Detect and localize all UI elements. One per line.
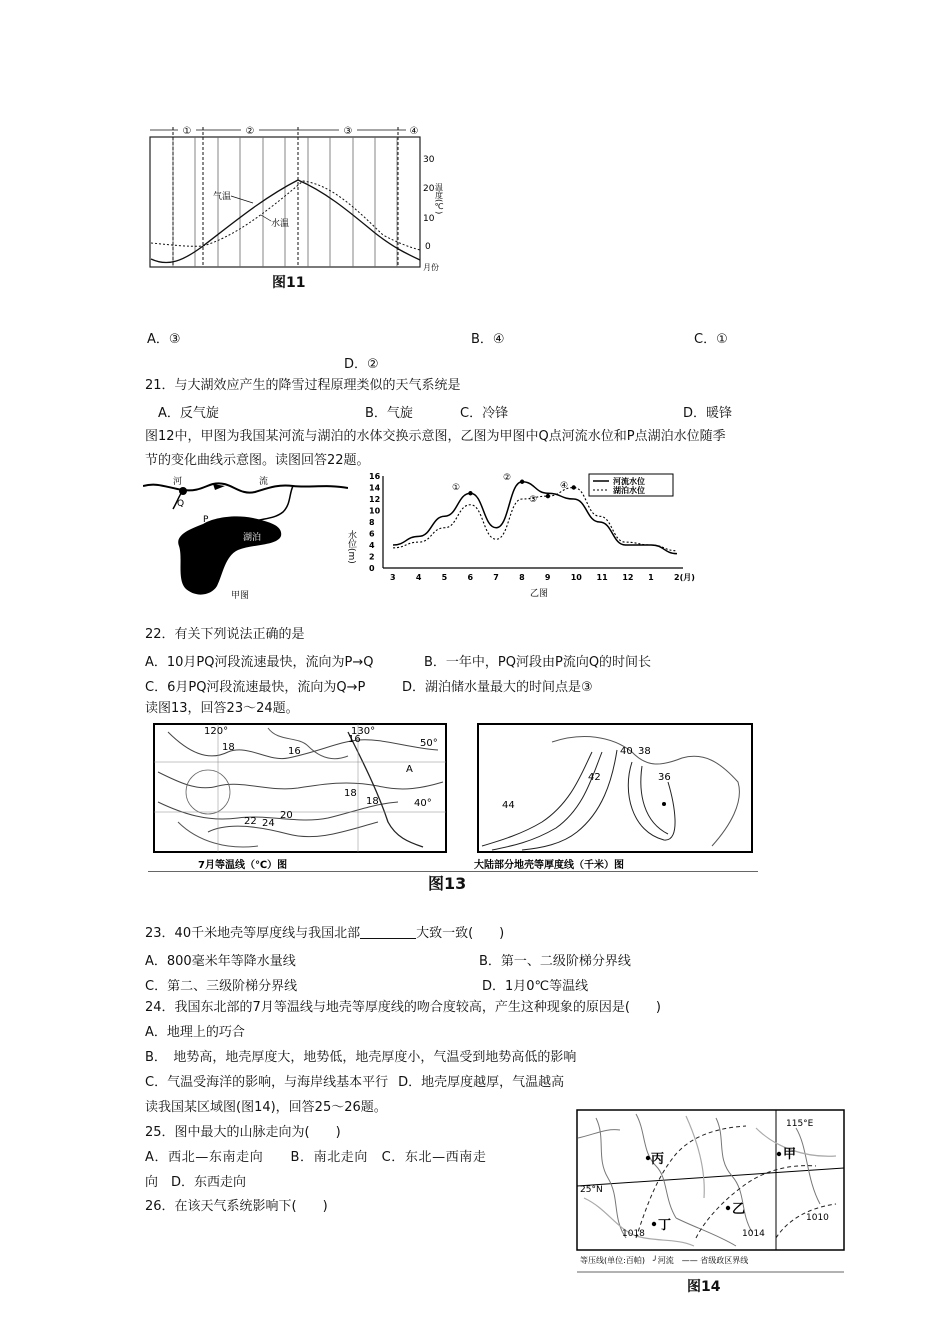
fig12-xtick: 9 <box>544 573 551 582</box>
fig12-map-river1: 河 <box>173 477 183 487</box>
intro25: 读我国某区域图(图14)，回答25～26题。 <box>145 1100 387 1115</box>
fig12-legend-river: 河流水位 <box>613 477 645 486</box>
fig12-legend-lake: 湖泊水位 <box>613 486 645 495</box>
intro22-line2: 节的变化曲线示意图。读图回答22题。 <box>145 453 370 468</box>
fig12-point-marker <box>546 494 550 498</box>
intro23: 读图13，回答23～24题。 <box>145 701 299 716</box>
fig12-xtick: 10 <box>570 573 582 582</box>
figure-12-map <box>143 474 348 599</box>
q25-options-line2[interactable]: 向 D．东西走向 <box>145 1175 247 1190</box>
q24-stem: 24．我国东北部的7月等温线与地壳等厚度线的吻合度较高，产生这种现象的原因是( ) <box>145 1000 661 1015</box>
fig12-xtick: 11 <box>596 573 608 582</box>
fig14-legend: 等压线(单位:百帕) ╯河流 —— 省级政区界线 <box>580 1256 749 1265</box>
fig13-right-iso42: 42 <box>588 772 601 783</box>
q22-option-b[interactable]: B．一年中，PQ河段由P流向Q的时间长 <box>424 655 652 670</box>
q23-blank <box>360 925 416 939</box>
fig12-ylabel: 水位(m) <box>346 530 356 564</box>
q24-option-a[interactable]: A．地理上的巧合 <box>145 1025 245 1040</box>
fig12-xtick: 7 <box>493 573 499 582</box>
fig14-isobar-1014: 1014 <box>742 1229 765 1239</box>
fig13-right-iso40: 40 <box>620 746 633 757</box>
fig12-point-marker <box>520 480 524 484</box>
q26-stem: 26．在该天气系统影响下( ) <box>145 1199 328 1214</box>
q21-stem: 21．与大湖效应产生的降雪过程原理类似的天气系统是 <box>145 378 461 393</box>
fig12-map-p: P <box>203 515 209 525</box>
figure-13-left <box>148 722 451 872</box>
fig13-caption: 图13 <box>428 874 467 893</box>
fig12-xtick: 3 <box>390 573 396 582</box>
fig12-ytick: 16 <box>369 472 381 481</box>
fig13-left-point-a: A <box>406 764 413 775</box>
fig13-left-svg <box>148 722 451 872</box>
fig11-ytick-30: 30 <box>423 155 435 165</box>
fig12-xtick: 4 <box>415 573 422 582</box>
fig12-point-marker <box>572 485 576 489</box>
fig14-place-jia: 甲 <box>783 1147 797 1162</box>
fig13-left-iso24: 24 <box>262 818 275 829</box>
fig12-chart-caption: 乙图 <box>530 589 549 599</box>
q23-option-c[interactable]: C．第二、三级阶梯分界线 <box>145 979 298 994</box>
q23-stem-a: 23．40千米地壳等厚度线与我国北部 <box>145 926 361 941</box>
q21-option-d[interactable]: D．暖锋 <box>683 406 733 421</box>
intro22-line1: 图12中，甲图为我国某河流与湖泊的水体交换示意图，乙图为甲图中Q点河流水位和P点湖泊水位随季 <box>145 429 726 444</box>
q23-option-d[interactable]: D．1月0℃等温线 <box>482 979 589 994</box>
fig12-xtick: 12 <box>622 573 634 582</box>
fig13-left-iso16b: 16 <box>348 734 361 745</box>
q23-stem-b: 大致一致( ) <box>416 926 505 941</box>
fig11-seg-1: ① <box>182 126 192 137</box>
figure-13-right <box>472 722 757 872</box>
fig14-place-bing: 丙 <box>651 1152 665 1167</box>
fig12-ytick: 4 <box>369 541 375 550</box>
fig13-left-iso22: 22 <box>244 816 257 827</box>
q22-option-c[interactable]: C．6月PQ河段流速最快，流向为Q→P <box>145 680 366 695</box>
fig13-left-iso18a: 18 <box>222 742 235 753</box>
fig13-right-svg <box>472 722 757 872</box>
fig13-left-iso20: 20 <box>280 810 293 821</box>
fig12-xtick: 8 <box>519 573 525 582</box>
fig12-point-3: ③ <box>529 495 538 505</box>
figure-12-chart <box>345 468 705 600</box>
fig13-right-iso44: 44 <box>502 800 515 811</box>
q25-stem: 25．图中最大的山脉走向为( ) <box>145 1125 341 1140</box>
q21-option-a[interactable]: A．反气旋 <box>158 406 219 421</box>
q20-option-a[interactable]: A．③ <box>147 332 181 347</box>
fig14-caption: 图14 <box>687 1279 721 1295</box>
q22-stem: 22．有关下列说法正确的是 <box>145 627 305 642</box>
figure-11 <box>143 123 453 273</box>
fig12-ytick: 6 <box>369 529 375 539</box>
q22-option-a[interactable]: A．10月PQ河段流速最快，流向为P→Q <box>145 655 374 670</box>
fig12-ytick: 12 <box>369 495 381 504</box>
fig11-ytick-0: 0 <box>425 242 431 252</box>
q21-option-c[interactable]: C．冷锋 <box>460 406 509 421</box>
fig11-xlabel: 月份 <box>423 263 439 272</box>
fig12-map-caption: 甲图 <box>231 591 250 599</box>
q24-option-b[interactable]: B． 地势高，地壳厚度大，地势低，地壳厚度小，气温受到地势高低的影响 <box>145 1050 577 1065</box>
fig14-isobar-1018: 1018 <box>622 1229 645 1239</box>
fig12-point-1: ① <box>452 483 461 493</box>
fig12-ytick: 10 <box>369 506 381 516</box>
fig13-left-iso18c: 18 <box>366 796 379 807</box>
fig14-isobar-1010: 1010 <box>806 1213 829 1223</box>
q20-option-c[interactable]: C．① <box>694 332 728 347</box>
q20-option-b[interactable]: B．④ <box>471 332 505 347</box>
fig13-right-iso36: 36 <box>658 772 671 783</box>
q24-option-d[interactable]: D．地壳厚度越厚，气温越高 <box>398 1075 565 1090</box>
q21-option-b[interactable]: B．气旋 <box>365 406 413 421</box>
fig12-ytick: 14 <box>369 483 381 493</box>
fig12-map-lake: 湖泊 <box>243 533 262 543</box>
fig14-lat-label: 25°N <box>580 1185 603 1195</box>
fig11-caption: 图11 <box>272 275 306 291</box>
fig12-map-q: Q <box>177 499 185 509</box>
fig11-seg-3: ③ <box>343 126 353 137</box>
fig11-ytick-10: 10 <box>423 214 435 224</box>
q20-option-d[interactable]: D．② <box>344 357 379 372</box>
q24-option-cd <box>145 1074 564 1092</box>
q23-option-b[interactable]: B．第一、二级阶梯分界线 <box>479 954 631 969</box>
fig11-seg-4: ④ <box>409 126 419 137</box>
q25-options-line1[interactable]: A．西北—东南走向 B．南北走向 C．东北—西南走 <box>145 1150 487 1165</box>
fig12-xtick: 2(月) <box>674 573 695 582</box>
fig13-right-caption: 大陆部分地壳等厚度线（千米）图 <box>474 860 624 871</box>
fig14-place-ding: 丁 <box>658 1218 672 1233</box>
fig13-left-lon120: 120° <box>204 726 229 737</box>
fig14-place-yi: 乙 <box>732 1202 746 1217</box>
figure-14 <box>576 1108 846 1278</box>
q23-stem <box>145 925 504 943</box>
fig12-chart-svg <box>345 468 705 600</box>
fig12-point-4: ④ <box>560 481 569 491</box>
fig13-left-lat40: 40° <box>414 798 432 809</box>
fig11-seg-2: ② <box>245 126 255 137</box>
fig12-xtick: 5 <box>441 573 448 582</box>
fig11-air-label: 气温 <box>213 192 232 202</box>
fig13-left-iso18b: 18 <box>344 788 357 799</box>
fig11-ytick-20: 20 <box>423 184 435 194</box>
fig11-water-label: 水温 <box>271 219 290 229</box>
fig12-ytick: 0 <box>369 564 375 573</box>
fig11-ylabel: 温度(℃) <box>434 183 444 215</box>
fig13-left-lon130: 130° <box>351 726 376 737</box>
fig13-left-caption: 7月等温线（℃）图 <box>198 860 288 871</box>
fig12-map-river2: 流 <box>259 477 269 487</box>
fig13-right-iso38: 38 <box>638 746 651 757</box>
fig13-left-iso16a: 16 <box>288 746 301 757</box>
fig14-svg <box>576 1108 846 1278</box>
fig12-point-marker <box>468 491 472 495</box>
fig14-lon-label: 115°E <box>786 1119 814 1129</box>
fig12-ytick: 2 <box>369 552 375 562</box>
fig12-point-2: ② <box>503 473 512 483</box>
q23-option-a[interactable]: A．800毫米年等降水量线 <box>145 954 296 969</box>
fig12-xtick: 1 <box>648 573 654 582</box>
fig12-xtick: 6 <box>467 573 474 582</box>
fig13-left-lat50: 50° <box>420 738 438 749</box>
fig12-ytick: 8 <box>369 518 375 527</box>
fig12-map-svg <box>143 474 348 599</box>
q22-option-d[interactable]: D．湖泊储水量最大的时间点是③ <box>402 680 593 695</box>
q24-option-c[interactable]: C．气温受海洋的影响，与海岸线基本平行 <box>145 1075 389 1090</box>
fig11-chart <box>143 123 453 273</box>
